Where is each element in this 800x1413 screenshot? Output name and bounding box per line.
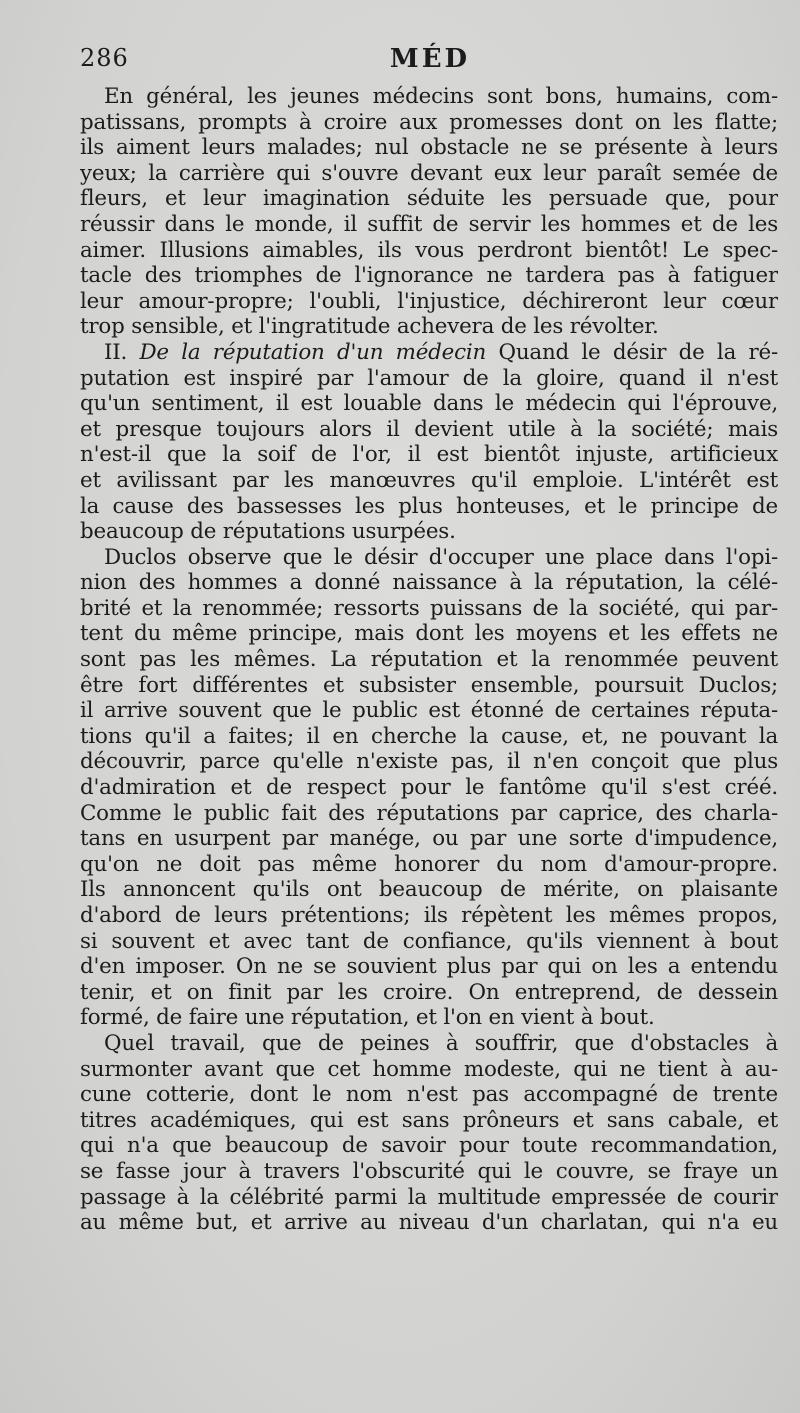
text-line	[80, 621, 778, 647]
line-text: trop sensible, et l'ingratitude achevera de les révolter.	[80, 314, 659, 340]
line-text: tenir, et on finit par les croire. On entreprend, de dessein	[80, 979, 778, 1005]
text-line	[80, 186, 778, 212]
text-line	[80, 238, 778, 264]
text-line	[80, 724, 778, 750]
line-text: réussir dans le monde, il suffit de servir les hommes et de les	[80, 211, 778, 237]
line-text: Comme le public fait des réputations par caprice, des charla-	[80, 800, 778, 826]
text-line	[80, 903, 778, 929]
line-text: aimer. Illusions aimables, ils vous perdront bientôt! Le spec-	[80, 237, 778, 263]
text-line	[80, 1057, 778, 1083]
text-line	[80, 366, 778, 392]
text-line	[80, 775, 778, 801]
line-text: découvrir, parce qu'elle n'existe pas, il n'en conçoit que plus	[80, 749, 778, 775]
line-text: titres académiques, qui est sans prôneurs et sans cabale, et	[80, 1107, 778, 1133]
line-text: tacle des triomphes de l'ignorance ne tardera pas à fatiguer	[80, 263, 778, 289]
line-text: tions qu'il a faites; il en cherche la cause, et, ne pouvant la	[80, 723, 778, 749]
text-line	[80, 1133, 778, 1159]
text-line	[80, 1210, 778, 1236]
line-text: formé, de faire une réputation, et l'on en vient à bout.	[80, 1005, 655, 1031]
page-header	[80, 44, 780, 84]
text-line	[80, 340, 778, 366]
line-text: qu'un sentiment, il est louable dans le médecin qui l'éprouve,	[80, 391, 778, 417]
line-text: fleurs, et leur imagination séduite les persuade que, pour	[80, 186, 778, 212]
line-text: d'en imposer. On ne se souvient plus par qui on les a entendu	[80, 954, 778, 980]
line-text: qui n'a que beaucoup de savoir pour toute recommandation,	[80, 1133, 778, 1159]
line-text: n'est-il que la soif de l'or, il est bientôt injuste, artificieux	[80, 442, 778, 468]
text-line	[80, 84, 778, 110]
line-text: En général, les jeunes médecins sont bons, humains, com-	[104, 84, 778, 109]
text-line	[80, 801, 778, 827]
line-text: qu'on ne doit pas même honorer du nom d'amour-propre.	[80, 851, 778, 877]
text-line	[80, 954, 778, 980]
section-number: II.	[104, 339, 140, 365]
line-text: Quand le désir de la ré-	[486, 339, 778, 365]
line-text: Ils annoncent qu'ils ont beaucoup de mérite, on plaisante	[80, 877, 778, 903]
text-line	[80, 1159, 778, 1185]
text-line	[80, 698, 778, 724]
line-text: putation est inspiré par l'amour de la gloire, quand il n'est	[80, 365, 778, 391]
line-text: et avilissant par les manœuvres qu'il emploie. L'intérêt est	[80, 467, 778, 493]
line-text: Duclos observe que le désir d'occuper une place dans l'opi-	[104, 544, 778, 570]
text-line	[80, 468, 778, 494]
text-line	[80, 135, 778, 161]
text-line	[80, 1108, 778, 1134]
line-text: tans en usurpent par manége, ou par une sorte d'impudence,	[80, 826, 778, 852]
line-text: d'admiration et de respect pour le fantôme qu'il s'est créé.	[80, 775, 778, 801]
text-line	[80, 519, 778, 545]
line-text: tent du même principe, mais dont les moyens et les effets ne	[80, 621, 778, 647]
text-line	[80, 570, 778, 596]
line-text: si souvent et avec tant de confiance, qu'ils viennent à bout	[80, 928, 778, 954]
text-line	[80, 826, 778, 852]
body-text	[80, 84, 778, 1236]
text-line	[80, 673, 778, 699]
line-text: beaucoup de réputations usurpées.	[80, 519, 456, 545]
text-line	[80, 494, 778, 520]
text-line	[80, 314, 778, 340]
line-text: il arrive souvent que le public est étonné de certaines réputa-	[80, 698, 778, 724]
line-text: brité et la renommée; ressorts puissans de la société, qui par-	[80, 595, 778, 621]
text-line	[80, 1005, 778, 1031]
text-line	[80, 877, 778, 903]
line-text: se fasse jour à travers l'obscurité qui le couvre, se fraye un	[80, 1158, 778, 1184]
line-text: nion des hommes a donné naissance à la réputation, la célé-	[80, 570, 778, 596]
text-line	[80, 263, 778, 289]
text-line	[80, 417, 778, 443]
text-line	[80, 1031, 778, 1057]
page-number: 286	[80, 44, 129, 72]
text-line	[80, 647, 778, 673]
text-line	[80, 289, 778, 315]
text-line	[80, 545, 778, 571]
line-text: passage à la célébrité parmi la multitude empressée de courir	[80, 1184, 778, 1210]
text-line	[80, 1185, 778, 1211]
text-line	[80, 110, 778, 136]
text-line	[80, 596, 778, 622]
text-line	[80, 980, 778, 1006]
text-line	[80, 391, 778, 417]
line-text: et presque toujours alors il devient utile à la société; mais	[80, 416, 778, 442]
line-text: patissans, prompts à croire aux promesses dont on les flatte;	[80, 109, 778, 135]
section-title: De la réputation d'un médecin	[139, 339, 487, 365]
text-line	[80, 442, 778, 468]
line-text: au même but, et arrive au niveau d'un charlatan, qui n'a eu	[80, 1210, 778, 1236]
line-text: ils aiment leurs malades; nul obstacle ne se présente à leurs	[80, 135, 778, 161]
line-text: yeux; la carrière qui s'ouvre devant eux leur paraît semée de	[80, 160, 778, 186]
line-text: cune cotterie, dont le nom n'est pas accompagné de trente	[80, 1082, 778, 1108]
text-line	[80, 212, 778, 238]
line-text: leur amour-propre; l'oubli, l'injustice, déchireront leur cœur	[80, 288, 778, 314]
line-text: la cause des bassesses les plus honteuses, et le principe de	[80, 493, 778, 519]
line-text: d'abord de leurs prétentions; ils répètent les mêmes propos,	[80, 903, 778, 928]
text-line	[80, 929, 778, 955]
line-text: Quel travail, que de peines à souffrir, que d'obstacles à	[104, 1030, 778, 1056]
text-line	[80, 749, 778, 775]
text-line	[80, 852, 778, 878]
line-text: surmonter avant que cet homme modeste, qui ne tient à au-	[80, 1056, 778, 1082]
text-line	[80, 161, 778, 187]
line-text: sont pas les mêmes. La réputation et la renommée peuvent	[80, 647, 778, 673]
line-text: être fort différentes et subsister ensemble, poursuit Duclos;	[80, 672, 778, 698]
running-head: MÉD	[389, 44, 471, 74]
text-line	[80, 1082, 778, 1108]
